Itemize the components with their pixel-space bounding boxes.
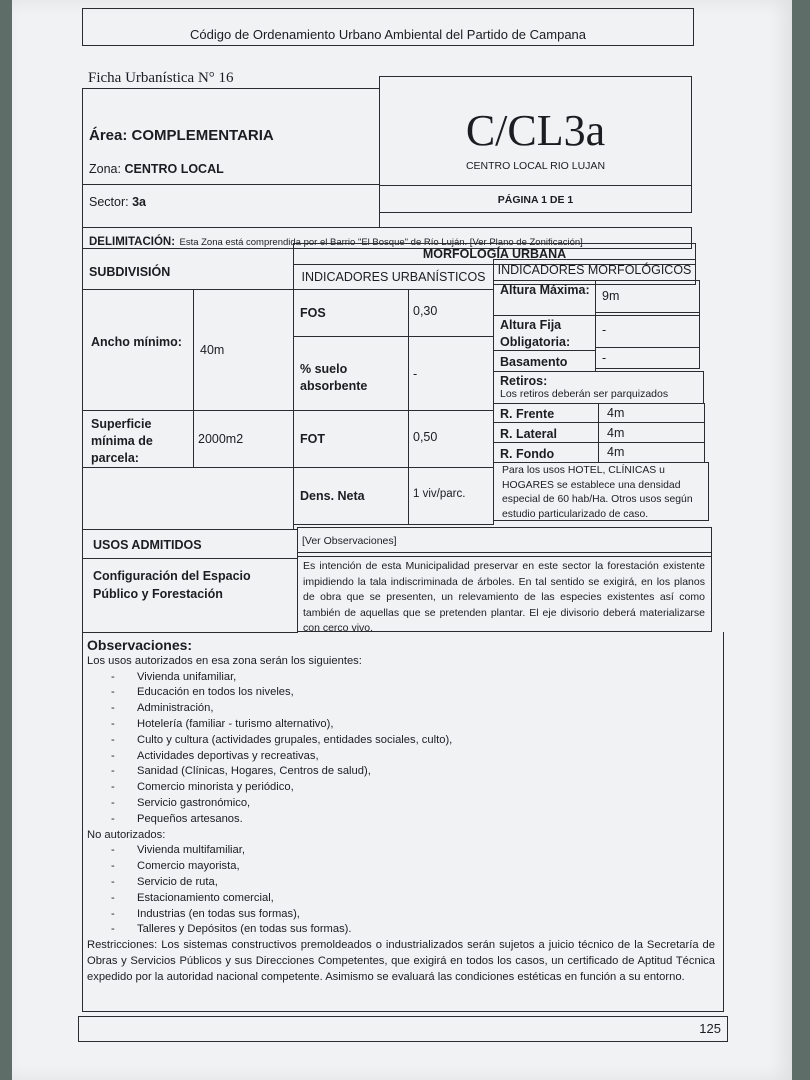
superficie-value-cell bbox=[193, 410, 294, 468]
suelo-label-cell bbox=[293, 336, 409, 411]
altura-max-value-cell bbox=[595, 280, 700, 316]
altura-fija-label-cell bbox=[493, 315, 596, 351]
fot-value: 0,50 bbox=[413, 430, 438, 444]
list-item: - Culto y cultura (actividades grupales, entidades sociales, culto), bbox=[111, 733, 715, 749]
fot-value-cell bbox=[408, 410, 494, 468]
delimitacion-label: DELIMITACIÓN: bbox=[89, 236, 176, 248]
r-lateral-value-cell bbox=[598, 422, 705, 443]
autorizados-list bbox=[87, 670, 715, 828]
page-indicator-cell bbox=[379, 185, 692, 213]
altura-fija-value-cell bbox=[595, 312, 700, 348]
r-lateral-value: 4m bbox=[607, 426, 625, 440]
observaciones-title: Observaciones: bbox=[87, 637, 193, 653]
ancho-label: Ancho mínimo: bbox=[91, 335, 182, 349]
densidad-note-cell bbox=[493, 462, 709, 521]
empty-subdivision-cell bbox=[82, 467, 294, 530]
retiros-cell bbox=[493, 371, 704, 404]
basamento-label-cell bbox=[493, 350, 596, 372]
list-item: - Comercio mayorista, bbox=[111, 859, 715, 875]
suelo-label: % suelo absorbente bbox=[300, 362, 368, 393]
subdivision-header bbox=[82, 248, 294, 290]
list-item: - Talleres y Depósitos (en todas sus formas). bbox=[111, 922, 715, 938]
list-item: - Estacionamiento comercial, bbox=[111, 891, 715, 907]
superficie-label-cell bbox=[82, 410, 194, 468]
list-item: - Servicio gastronómico, bbox=[111, 796, 715, 812]
restricciones-text: Restricciones: Los sistemas constructivos premoldeados o industrializados serán sujetos a juicio técnico de la Secretaría de Obras y Servicios Públicos y sus Direcciones Competentes, que exigirá en todos los casos, un certificado de Aptitud Técnica expedido por la autoridad nacional competente. Asimismo se evaluará las condiciones estéticas en función a su entorno. bbox=[87, 939, 715, 983]
page-number: 125 bbox=[699, 1021, 721, 1036]
config-text: Es intención de esta Municipalidad preservar en este sector la forestación existente impidiendo la tala indiscriminada de árboles. En tal sentido se exigirá, en los planos de obra que se presenten, un relevamiento de las especies existentes así como también de aquellas que se pretenden plantar. El eje divisorio deberá materializarse con cerco vivo. bbox=[303, 560, 705, 634]
page-indicator: PÁGINA 1 DE 1 bbox=[497, 194, 574, 206]
list-item: - Vivienda unifamiliar, bbox=[111, 670, 715, 686]
sector-label: Sector: bbox=[89, 195, 129, 209]
suelo-value-cell bbox=[408, 336, 494, 411]
dens-value-cell bbox=[408, 467, 494, 525]
retiros-note: Los retiros deberán ser parquizados bbox=[500, 388, 669, 400]
superficie-label: Superficie mínima de parcela: bbox=[91, 417, 153, 465]
indicadores-urbanisticos-label: INDICADORES URBANÍSTICOS bbox=[301, 270, 486, 284]
zone-code-cell bbox=[379, 76, 692, 186]
usos-label-cell bbox=[82, 529, 298, 559]
zone-code-subtitle: CENTRO LOCAL RIO LUJAN bbox=[465, 160, 606, 172]
ancho-label-cell bbox=[82, 289, 194, 411]
fos-value-cell bbox=[408, 289, 494, 337]
ancho-value-cell bbox=[193, 289, 294, 411]
config-label-cell bbox=[82, 558, 298, 633]
document-header bbox=[82, 8, 694, 46]
sector-value: 3a bbox=[132, 195, 146, 209]
document-page bbox=[12, 0, 792, 1080]
altura-max-label-cell bbox=[493, 280, 596, 316]
header-title: Código de Ordenamiento Urbano Ambiental del Partido de Campana bbox=[189, 27, 587, 42]
list-item: - Hotelería (familiar - turismo alternativo), bbox=[111, 717, 715, 733]
subdivision-label: SUBDIVISIÓN bbox=[89, 265, 171, 279]
dens-label: Dens. Neta bbox=[300, 489, 365, 503]
r-lateral-label-cell bbox=[493, 422, 599, 443]
list-item: - Pequeños artesanos. bbox=[111, 812, 715, 828]
fot-label-cell bbox=[293, 410, 409, 468]
densidad-note: Para los usos HOTEL, CLÍNICAS u HOGARES se establece una densidad especial de 60 hab/Ha. Otros usos según estudio particularizado de caso. bbox=[502, 465, 693, 520]
observaciones-section bbox=[82, 632, 724, 1012]
list-item: - Industrias (en todas sus formas), bbox=[111, 907, 715, 923]
area-value: COMPLEMENTARIA bbox=[131, 127, 274, 144]
dens-label-cell bbox=[293, 467, 409, 525]
fos-value: 0,30 bbox=[413, 304, 438, 318]
zona-label: Zona: bbox=[89, 162, 121, 176]
list-item: - Administración, bbox=[111, 701, 715, 717]
footer-box bbox=[78, 1016, 728, 1042]
ancho-value: 40m bbox=[200, 343, 225, 357]
r-fondo-label-cell bbox=[493, 442, 599, 463]
retiros-label: Retiros: bbox=[500, 374, 548, 388]
zone-code: C/CL3a bbox=[465, 106, 606, 155]
list-item: - Comercio minorista y periódico, bbox=[111, 780, 715, 796]
fos-label-cell bbox=[293, 289, 409, 337]
list-item: - Vivienda multifamiliar, bbox=[111, 843, 715, 859]
basamento-value: - bbox=[602, 351, 607, 365]
r-fondo-label: R. Fondo bbox=[500, 447, 555, 461]
altura-fija-value: - bbox=[602, 323, 607, 337]
altura-fija-label: Altura Fija Obligatoria: bbox=[500, 318, 571, 349]
config-text-cell bbox=[297, 552, 712, 632]
r-fondo-value-cell bbox=[598, 442, 705, 463]
list-item: - Sanidad (Clínicas, Hogares, Centros de salud), bbox=[111, 764, 715, 780]
morfologia-label: MORFOLOGÍA URBANA bbox=[422, 247, 567, 261]
dens-value: 1 viv/parc. bbox=[413, 488, 466, 500]
fos-label: FOS bbox=[300, 306, 326, 320]
indicadores-morfologicos-label: INDICADORES MORFOLÓGICOS bbox=[497, 263, 692, 277]
area-label: Área: bbox=[89, 127, 128, 144]
list-item: - Servicio de ruta, bbox=[111, 875, 715, 891]
r-frente-value: 4m bbox=[607, 406, 625, 420]
config-label: Configuración del Espacio Público y Forestación bbox=[93, 569, 251, 601]
basamento-value-cell bbox=[595, 347, 700, 369]
r-fondo-value: 4m bbox=[607, 445, 625, 459]
r-lateral-label: R. Lateral bbox=[500, 427, 557, 441]
basamento-label: Basamento bbox=[500, 355, 568, 369]
delimitacion-text: Esta Zona está comprendida por el Barrio "El Bosque" de Río Luján. [Ver Plano de Zonificación] bbox=[179, 237, 583, 248]
r-frente-label-cell bbox=[493, 403, 599, 423]
usos-label: USOS ADMITIDOS bbox=[93, 538, 202, 552]
area-cell bbox=[82, 88, 380, 228]
fot-label: FOT bbox=[300, 432, 325, 446]
no-autorizados-title: No autorizados: bbox=[87, 828, 166, 841]
ficha-title: Ficha Urbanística N° 16 bbox=[88, 70, 234, 86]
altura-max-value: 9m bbox=[602, 289, 620, 303]
observaciones-intro: Los usos autorizados en esa zona serán los siguientes: bbox=[87, 654, 362, 667]
r-frente-value-cell bbox=[598, 403, 705, 423]
zona-value: CENTRO LOCAL bbox=[124, 162, 224, 176]
list-item: - Educación en todos los niveles, bbox=[111, 685, 715, 701]
list-item: - Actividades deportivas y recreativas, bbox=[111, 749, 715, 765]
r-frente-label: R. Frente bbox=[500, 407, 555, 421]
suelo-value: - bbox=[413, 367, 418, 381]
indicadores-urbanisticos-header bbox=[293, 264, 494, 290]
usos-value: [Ver Observaciones] bbox=[302, 535, 397, 547]
superficie-value: 2000m2 bbox=[198, 432, 244, 446]
no-autorizados-list bbox=[87, 843, 715, 938]
altura-max-label: Altura Máxima: bbox=[500, 283, 590, 297]
